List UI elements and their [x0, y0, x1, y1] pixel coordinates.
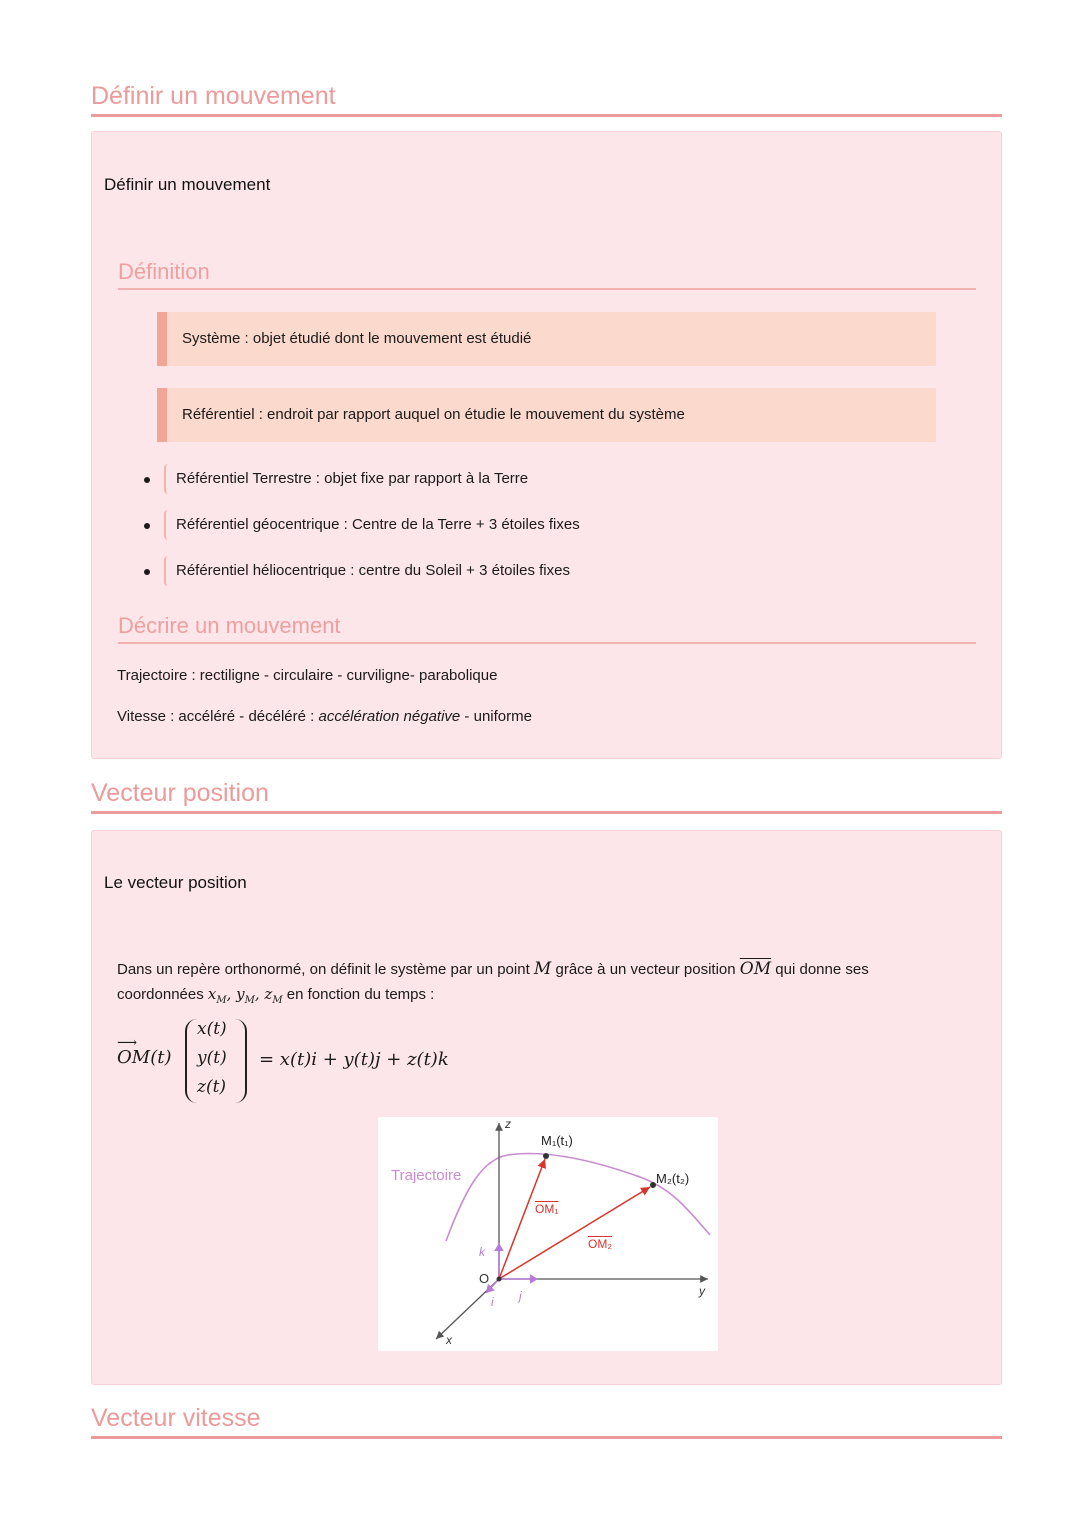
trajectory-label: Trajectoire [391, 1167, 462, 1184]
unit-j-label: j [519, 1289, 522, 1303]
callout-referentiel: Référentiel : endroit par rapport auquel on étudie le mouvement du système [157, 388, 936, 442]
intro-text: qui donne ses [771, 961, 869, 978]
vitesse-text [117, 708, 532, 725]
card-definir-mouvement [91, 131, 1002, 759]
vector-om1-label: OM₁ [535, 1202, 559, 1216]
card-title: Définir un mouvement [104, 175, 271, 194]
axis-z-label: z [505, 1117, 511, 1131]
card-title: Le vecteur position [104, 873, 247, 892]
axis-y-label: y [699, 1284, 705, 1298]
list-item-heliocentrique: Référentiel héliocentrique : centre du Soleil + 3 étoiles fixes [164, 556, 570, 586]
section-heading-definir: Définir un mouvement [91, 80, 1002, 117]
section-heading-vecteur-position: Vecteur position [91, 777, 1002, 814]
point-m: M [533, 959, 552, 979]
point-m1-label: M₁(t₁) [541, 1133, 573, 1148]
position-formula [117, 1019, 567, 1105]
origin-point [497, 1277, 502, 1282]
section-heading-vecteur-vitesse: Vecteur vitesse [91, 1402, 1002, 1439]
intro-paragraph [117, 957, 977, 1013]
trajectory-curve [446, 1154, 710, 1241]
callout-systeme: Système : objet étudié dont le mouvement est étudié [157, 312, 936, 366]
formula-lhs: ⟶ OM(t) [117, 1035, 172, 1068]
vector-om: $\overline{OM}$ [739, 959, 772, 979]
vector-om2 [499, 1187, 650, 1279]
vitesse-suffix: - uniforme [460, 708, 532, 725]
intro-text: Dans un repère orthonormé, on définit le système par un point [117, 961, 534, 978]
coordinates: $x_M$, $y_M$, $z_M$ [207, 985, 283, 1006]
bullet-dot [144, 523, 150, 529]
intro-text: en fonction du temps : [282, 986, 435, 1003]
intro-text: grâce à un vecteur position [551, 961, 740, 978]
list-item-terrestre: Référentiel Terrestre : objet fixe par rapport à la Terre [164, 464, 528, 494]
axis-x-label: x [446, 1333, 452, 1347]
unit-k-label: k [479, 1245, 485, 1259]
formula-rhs: = x(t)i + y(t)j + z(t)k [259, 1049, 449, 1070]
vitesse-italic: accélération négative [318, 708, 461, 725]
point-m1 [543, 1153, 549, 1159]
bullet-dot [144, 477, 150, 483]
trajectory-figure [378, 1117, 718, 1351]
trajectoire-text: Trajectoire : rectiligne - circulaire - curviligne- parabolique [117, 667, 498, 684]
subheading-decrire: Décrire un mouvement [118, 612, 976, 644]
vector-om2-label: OM₂ [588, 1237, 612, 1251]
unit-i-label: i [491, 1295, 494, 1309]
formula-matrix: x(t) y(t) z(t) [185, 1019, 247, 1105]
subheading-definition: Définition [118, 258, 976, 290]
card-vecteur-position [91, 830, 1002, 1385]
list-item-geocentrique: Référentiel géocentrique : Centre de la Terre + 3 étoiles fixes [164, 510, 580, 540]
axis-x [436, 1279, 499, 1339]
vector-om1 [499, 1159, 545, 1279]
vitesse-prefix: Vitesse : accéléré - décéléré : [117, 708, 319, 725]
origin-label: O [479, 1271, 490, 1286]
bullet-dot [144, 569, 150, 575]
point-m2-label: M₂(t₂) [656, 1171, 690, 1186]
intro-text: coordonnées [117, 986, 208, 1003]
